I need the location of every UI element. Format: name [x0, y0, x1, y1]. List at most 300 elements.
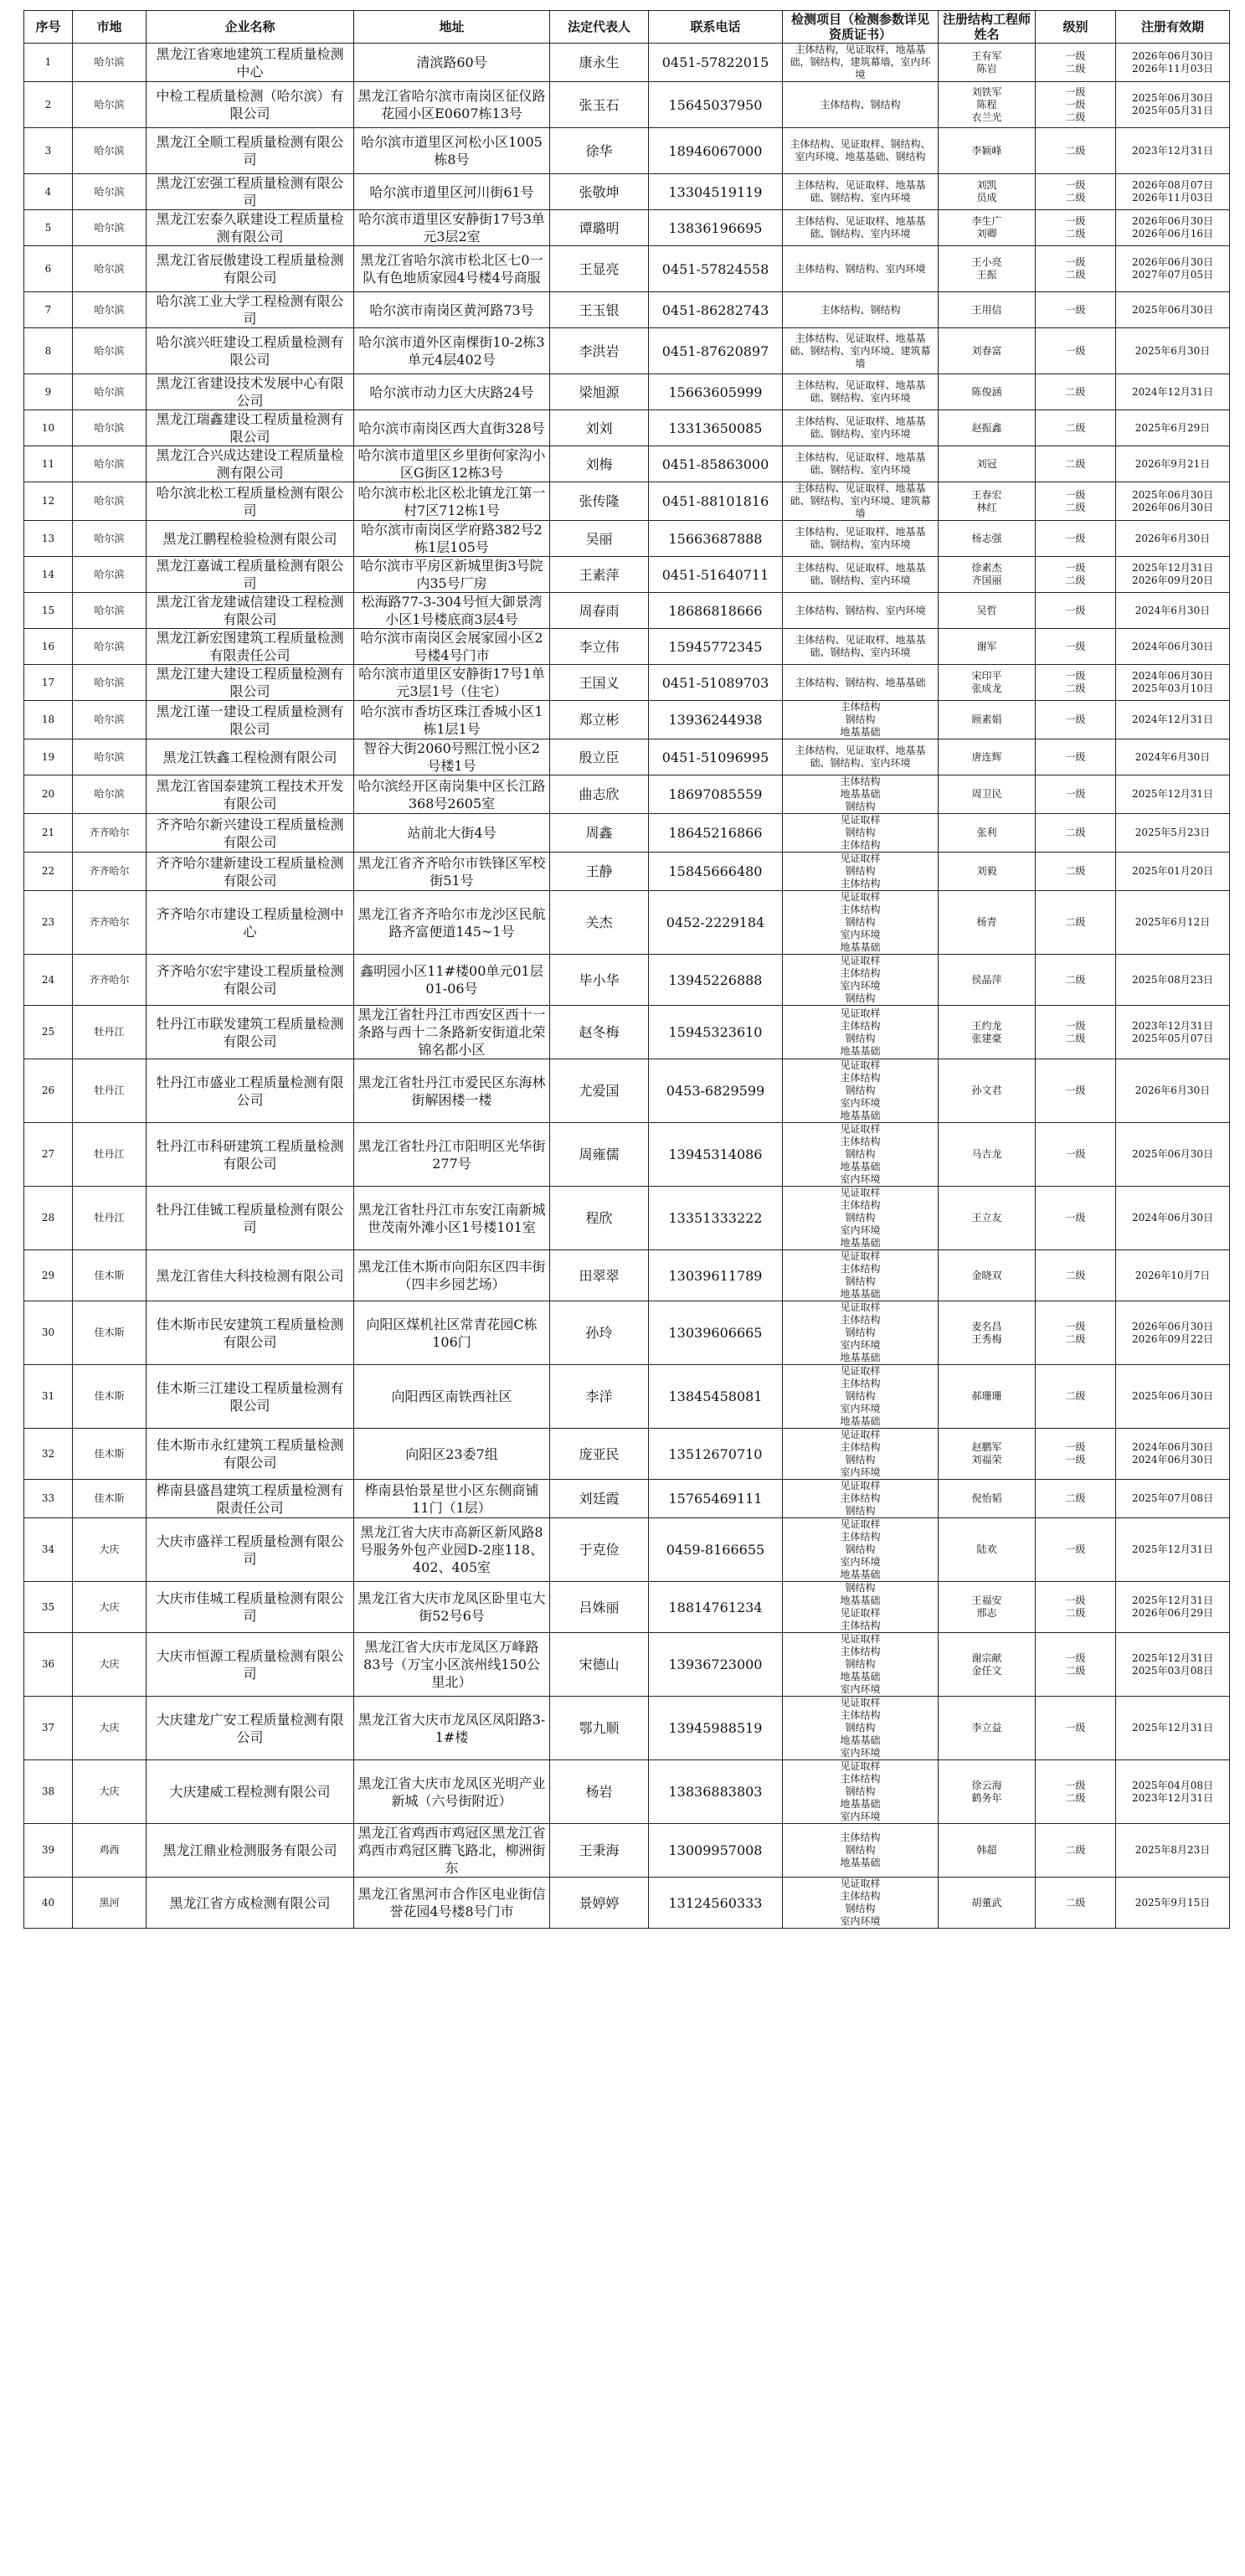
- row-expiry-line: 2025年6月29日: [1134, 421, 1211, 434]
- row-engineer-line: 孙文君: [971, 1084, 1002, 1096]
- row-index: 3: [24, 128, 73, 174]
- row-level-line: 二级: [1065, 144, 1086, 157]
- row-expiry: [1116, 1582, 1230, 1633]
- row-test-items-line: 主体结构、见证取样、钢结构、室内环境、地基基础、钢结构: [790, 138, 931, 162]
- row-engineer: [939, 1697, 1036, 1760]
- row-address: 黑龙江省大庆市龙凤区万峰路83号（万宝小区滨州线150公里北）: [354, 1633, 550, 1697]
- row-test-items-line: 主体结构: [840, 1531, 881, 1543]
- row-engineer: [939, 665, 1036, 701]
- row-city: 哈尔滨: [73, 701, 147, 739]
- row-index: 40: [24, 1878, 73, 1929]
- row-expiry-line: 2024年6月30日: [1134, 750, 1211, 763]
- row-legal-representative: 田翠翠: [550, 1250, 649, 1301]
- row-engineer: [939, 739, 1036, 775]
- row-engineer: [939, 853, 1036, 891]
- row-company: 黑龙江谨一建设工程质量检测有限公司: [147, 701, 354, 739]
- row-level-line: 二级: [1065, 501, 1086, 513]
- table-row: [24, 1480, 1230, 1518]
- row-expiry-line: 2025年5月23日: [1134, 827, 1211, 838]
- row-city: 哈尔滨: [73, 174, 147, 210]
- row-test-items-line: 钢结构: [845, 1275, 876, 1287]
- row-engineer: [939, 521, 1036, 557]
- row-company: 齐齐哈尔建新建设工程质量检测有限公司: [147, 853, 354, 891]
- row-index: 6: [24, 246, 73, 292]
- row-test-items-line: 地基基础: [840, 1595, 881, 1606]
- row-company: 大庆市盛祥工程质量检测有限公司: [147, 1518, 354, 1582]
- row-engineer-line: 侯晶萍: [971, 973, 1002, 986]
- table-row: [24, 593, 1230, 629]
- row-level-line: 一级: [1065, 604, 1086, 616]
- row-legal-representative: 张传隆: [550, 482, 649, 521]
- row-address: 哈尔滨市动力区大庆路24号: [354, 374, 550, 410]
- row-test-items-line: 室内环境: [840, 1224, 881, 1236]
- row-city: 哈尔滨: [73, 374, 147, 410]
- row-engineer-line: 刘冠: [976, 457, 997, 470]
- row-legal-representative: 王秉海: [550, 1824, 649, 1878]
- table-row: [24, 1878, 1230, 1929]
- row-company: 黑龙江省龙建诚信建设工程检测有限公司: [147, 593, 354, 629]
- row-level: [1036, 174, 1116, 210]
- row-engineer: [939, 1006, 1036, 1059]
- row-level: [1036, 246, 1116, 292]
- row-test-items: [783, 1760, 939, 1824]
- row-test-items-line: 钢结构: [845, 1658, 876, 1670]
- row-city: 大庆: [73, 1760, 147, 1824]
- row-engineer-line: 王小亮: [971, 256, 1002, 268]
- row-test-items: [783, 593, 939, 629]
- row-city: 大庆: [73, 1697, 147, 1760]
- row-level-line: 一级: [1065, 1779, 1086, 1791]
- row-level: [1036, 1878, 1116, 1929]
- row-test-items-line: 见证取样: [840, 1760, 881, 1772]
- row-phone: 0451-88101816: [649, 482, 783, 521]
- row-index: 29: [24, 1250, 73, 1301]
- row-engineer-line: 李立益: [971, 1722, 1002, 1734]
- row-test-items-line: 见证取样: [840, 1518, 881, 1530]
- row-test-items-line: 钢结构: [845, 865, 876, 877]
- row-test-items: [783, 446, 939, 482]
- row-index: 7: [24, 292, 73, 328]
- row-engineer-line: 顾素娟: [971, 714, 1002, 725]
- row-company: 桦南县盛昌建筑工程质量检测有限责任公司: [147, 1480, 354, 1518]
- row-expiry: [1116, 1429, 1230, 1480]
- row-level: [1036, 1518, 1116, 1582]
- row-level-line: 一级: [1065, 344, 1086, 357]
- row-test-items-line: 钢结构: [845, 801, 876, 812]
- row-test-items: [783, 1824, 939, 1878]
- row-phone: 13304519119: [649, 174, 783, 210]
- row-phone: 18697085559: [649, 775, 783, 814]
- row-legal-representative: 曲志欣: [550, 775, 649, 814]
- row-test-items-line: 室内环境: [840, 1173, 881, 1185]
- row-index: 21: [24, 814, 73, 853]
- row-phone: 15663605999: [649, 374, 783, 410]
- row-level: [1036, 1480, 1116, 1518]
- row-expiry-line: 2025年06月30日: [1131, 1148, 1214, 1160]
- row-test-items-line: 钢结构: [845, 916, 876, 928]
- row-engineer: [939, 593, 1036, 629]
- row-engineer-line: 谢宗献: [971, 1651, 1002, 1664]
- row-index: 14: [24, 557, 73, 593]
- row-level: [1036, 1633, 1116, 1697]
- row-expiry-line: 2025年6月30日: [1134, 344, 1211, 357]
- row-legal-representative: 刘刘: [550, 410, 649, 446]
- row-expiry: [1116, 1760, 1230, 1824]
- row-engineer: [939, 328, 1036, 374]
- row-legal-representative: 周雍儒: [550, 1123, 649, 1187]
- row-legal-representative: 于克俭: [550, 1518, 649, 1582]
- row-test-items-line: 地基基础: [840, 1671, 881, 1682]
- row-address: 黑龙江省鸡西市鸡冠区黑龙江省鸡西市鸡冠区腾飞路北，柳洲街东: [354, 1824, 550, 1878]
- row-test-items: [783, 246, 939, 292]
- row-engineer-line: 张建豪: [971, 1032, 1002, 1044]
- row-test-items-line: 主体结构、见证取样、地基基础、钢结构、室内环境: [795, 634, 926, 658]
- row-level: [1036, 82, 1116, 128]
- row-test-items-line: 钢结构: [845, 992, 876, 1004]
- row-level-line: 一级: [1065, 85, 1086, 98]
- row-phone: 0451-57824558: [649, 246, 783, 292]
- row-level: [1036, 955, 1116, 1006]
- row-level-line: 二级: [1065, 973, 1086, 986]
- row-test-items-line: 主体结构: [840, 1832, 881, 1843]
- row-engineer-line: 徐云海: [971, 1779, 1002, 1791]
- row-legal-representative: 李洪岩: [550, 328, 649, 374]
- row-engineer: [939, 955, 1036, 1006]
- row-engineer-line: 鹤务年: [971, 1791, 1002, 1804]
- row-expiry: [1116, 521, 1230, 557]
- row-level: [1036, 775, 1116, 814]
- row-expiry: [1116, 246, 1230, 292]
- row-level: [1036, 210, 1116, 246]
- row-legal-representative: 宋德山: [550, 1633, 649, 1697]
- row-expiry-line: 2025年12月31日: [1131, 1543, 1214, 1555]
- row-expiry-line: 2027年07月05日: [1131, 269, 1214, 281]
- row-test-items-line: 地基基础: [840, 941, 881, 953]
- row-address: 向阳西区南铁西社区: [354, 1365, 550, 1429]
- row-level-line: 二级: [1065, 1269, 1086, 1281]
- table-row: [24, 1123, 1230, 1187]
- row-city: 哈尔滨: [73, 246, 147, 292]
- row-legal-representative: 李立伟: [550, 629, 649, 665]
- row-city: 佳木斯: [73, 1301, 147, 1365]
- row-index: 26: [24, 1059, 73, 1123]
- row-engineer: [939, 1582, 1036, 1633]
- row-test-items-line: 地基基础: [840, 726, 881, 738]
- row-engineer: [939, 891, 1036, 955]
- header-engineer: 注册结构工程师姓名: [939, 11, 1036, 44]
- row-engineer-line: 刘福荣: [971, 1454, 1002, 1466]
- row-legal-representative: 周鑫: [550, 814, 649, 853]
- row-test-items: [783, 814, 939, 853]
- row-engineer-line: 李颖峰: [971, 144, 1002, 157]
- row-city: 齐齐哈尔: [73, 891, 147, 955]
- row-test-items-line: 主体结构: [840, 1314, 881, 1326]
- row-expiry: [1116, 410, 1230, 446]
- row-level-line: 一级: [1065, 670, 1086, 682]
- row-level-line: 二级: [1065, 421, 1086, 434]
- row-test-items-line: 主体结构: [840, 1709, 881, 1721]
- row-engineer-line: 赵振鑫: [971, 421, 1002, 434]
- row-level: [1036, 1429, 1116, 1480]
- row-test-items-line: 钢结构: [845, 1543, 876, 1555]
- row-test-items-line: 地基基础: [840, 1161, 881, 1172]
- row-expiry: [1116, 739, 1230, 775]
- row-index: 9: [24, 374, 73, 410]
- row-index: 24: [24, 955, 73, 1006]
- row-company: 大庆建威工程检测有限公司: [147, 1760, 354, 1824]
- row-expiry-line: 2025年6月12日: [1134, 916, 1211, 928]
- row-engineer-line: 吴哲: [976, 604, 997, 616]
- row-test-items-line: 主体结构、钢结构: [820, 98, 901, 111]
- row-legal-representative: 赵冬梅: [550, 1006, 649, 1059]
- row-level-line: 二级: [1065, 1332, 1086, 1345]
- row-test-items: [783, 374, 939, 410]
- row-test-items: [783, 629, 939, 665]
- row-expiry: [1116, 665, 1230, 701]
- row-expiry-line: 2025年8月23日: [1134, 1844, 1211, 1856]
- row-test-items-line: 主体结构，见证取样，地基基础，钢结构，建筑幕墙，室内环境: [790, 44, 931, 80]
- row-city: 牡丹江: [73, 1123, 147, 1187]
- row-test-items-line: 主体结构、见证取样、地基基础、钢结构、室内环境: [795, 526, 926, 550]
- row-legal-representative: 孙玲: [550, 1301, 649, 1365]
- row-expiry-line: 2026年6月30日: [1134, 1084, 1211, 1096]
- row-expiry-line: 2025年12月31日: [1131, 562, 1214, 574]
- row-phone: 0451-86282743: [649, 292, 783, 328]
- row-level-line: 二级: [1065, 192, 1086, 204]
- row-engineer: [939, 1123, 1036, 1187]
- row-index: 35: [24, 1582, 73, 1633]
- row-index: 8: [24, 328, 73, 374]
- row-company: 哈尔滨工业大学工程检测有限公司: [147, 292, 354, 328]
- row-test-items-line: 见证取样: [840, 853, 881, 864]
- row-engineer-line: 陈俊涵: [971, 385, 1002, 398]
- table-row: [24, 955, 1230, 1006]
- row-test-items-line: 见证取样: [840, 1607, 881, 1619]
- row-engineer-line: 衣兰光: [971, 111, 1002, 123]
- row-engineer: [939, 1301, 1036, 1365]
- row-engineer: [939, 44, 1036, 82]
- row-city: 牡丹江: [73, 1059, 147, 1123]
- row-test-items: [783, 1878, 939, 1929]
- row-company: 黑龙江鹏程检验检测有限公司: [147, 521, 354, 557]
- row-test-items-line: 钢结构: [845, 1390, 876, 1402]
- row-engineer: [939, 1480, 1036, 1518]
- row-legal-representative: 尤爱国: [550, 1059, 649, 1123]
- row-test-items-line: 主体结构: [840, 1773, 881, 1785]
- row-index: 36: [24, 1633, 73, 1697]
- row-engineer-line: 王有军: [971, 49, 1002, 62]
- row-index: 31: [24, 1365, 73, 1429]
- row-address: 智谷大街2060号熙江悦小区2号楼1号: [354, 739, 550, 775]
- row-company: 黑龙江省寒地建筑工程质量检测中心: [147, 44, 354, 82]
- table-row: [24, 1697, 1230, 1760]
- row-test-items-line: 室内环境: [840, 1403, 881, 1414]
- row-level-line: 一级: [1065, 303, 1086, 316]
- table-row: [24, 1006, 1230, 1059]
- row-level-line: 二级: [1065, 1390, 1086, 1402]
- row-level-line: 一级: [1065, 49, 1086, 62]
- row-address: 哈尔滨市道里区安静街17号1单元3层1号（住宅）: [354, 665, 550, 701]
- row-level: [1036, 1250, 1116, 1301]
- row-city: 齐齐哈尔: [73, 853, 147, 891]
- table-row: [24, 1582, 1230, 1633]
- row-level-line: 一级: [1065, 1454, 1086, 1466]
- row-level: [1036, 521, 1116, 557]
- row-level-line: 一级: [1065, 488, 1086, 501]
- row-engineer-line: 郝珊珊: [971, 1390, 1002, 1402]
- row-city: 大庆: [73, 1518, 147, 1582]
- row-address: 黑龙江省大庆市龙凤区凤阳路3-1#楼: [354, 1697, 550, 1760]
- row-legal-representative: 王静: [550, 853, 649, 891]
- row-expiry-line: 2025年06月30日: [1131, 1390, 1214, 1402]
- row-test-items-line: 见证取样: [840, 1059, 881, 1071]
- row-engineer: [939, 482, 1036, 521]
- table-row: [24, 665, 1230, 701]
- row-level: [1036, 1365, 1116, 1429]
- header-city: 市地: [73, 11, 147, 44]
- row-test-items: [783, 891, 939, 955]
- row-level-line: 二级: [1065, 827, 1086, 838]
- row-level-line: 一级: [1065, 1320, 1086, 1332]
- table-row: [24, 292, 1230, 328]
- row-test-items-line: 见证取样: [840, 1301, 881, 1313]
- row-address: 鑫明园小区11#楼00单元01层01-06号: [354, 955, 550, 1006]
- row-city: 齐齐哈尔: [73, 955, 147, 1006]
- row-engineer: [939, 446, 1036, 482]
- table-row: [24, 1760, 1230, 1824]
- row-address: 哈尔滨市南岗区学府路382号2栋1层105号: [354, 521, 550, 557]
- row-level-line: 二级: [1065, 1032, 1086, 1044]
- row-test-items: [783, 1187, 939, 1250]
- row-expiry: [1116, 1697, 1230, 1760]
- row-test-items: [783, 1006, 939, 1059]
- row-level: [1036, 128, 1116, 174]
- row-test-items-line: 主体结构: [840, 1072, 881, 1084]
- row-test-items-line: 主体结构: [840, 1136, 881, 1147]
- row-legal-representative: 王素萍: [550, 557, 649, 593]
- row-test-items-line: 主体结构、见证取样、地基基础、钢结构、室内环境: [795, 451, 926, 476]
- row-phone: 13039606665: [649, 1301, 783, 1365]
- row-test-items-line: 主体结构: [840, 1646, 881, 1657]
- row-index: 19: [24, 739, 73, 775]
- row-level-line: 一级: [1065, 1595, 1086, 1606]
- row-address: 哈尔滨市道里区河川街61号: [354, 174, 550, 210]
- row-level: [1036, 1123, 1116, 1187]
- row-test-items: [783, 1697, 939, 1760]
- row-expiry-line: 2024年06月30日: [1131, 1212, 1214, 1224]
- row-level: [1036, 1059, 1116, 1123]
- row-expiry: [1116, 446, 1230, 482]
- row-level-line: 一级: [1065, 1019, 1086, 1032]
- row-city: 哈尔滨: [73, 775, 147, 814]
- row-level-line: 一级: [1065, 532, 1086, 544]
- row-test-items: [783, 1301, 939, 1365]
- row-address: 黑龙江省大庆市龙凤区卧里屯大街52号6号: [354, 1582, 550, 1633]
- row-test-items-line: 室内环境: [840, 1747, 881, 1759]
- row-engineer-line: 杨青: [976, 916, 997, 928]
- row-index: 2: [24, 82, 73, 128]
- row-test-items-line: 主体结构、见证取样、地基基础、钢结构、室内环境: [795, 562, 926, 586]
- row-engineer: [939, 174, 1036, 210]
- row-expiry: [1116, 1301, 1230, 1365]
- row-city: 哈尔滨: [73, 521, 147, 557]
- table-row: [24, 629, 1230, 665]
- row-company: 大庆市恒源工程质量检测有限公司: [147, 1633, 354, 1697]
- header-test-items: 检测项目（检测参数详见资质证书）: [783, 11, 939, 44]
- row-legal-representative: 王国义: [550, 665, 649, 701]
- table-row: [24, 410, 1230, 446]
- row-company: 牡丹江佳铖工程质量检测有限公司: [147, 1187, 354, 1250]
- row-test-items-line: 主体结构: [840, 839, 881, 851]
- row-engineer-line: 李生广: [971, 215, 1002, 227]
- row-address: 哈尔滨市南岗区会展家园小区2号楼4号门市: [354, 629, 550, 665]
- row-index: 12: [24, 482, 73, 521]
- row-expiry-line: 2023年12月31日: [1131, 1019, 1214, 1032]
- row-test-items-line: 主体结构、见证取样、地基基础、钢结构、室内环境: [795, 379, 926, 404]
- row-legal-representative: 关杰: [550, 891, 649, 955]
- row-engineer: [939, 1878, 1036, 1929]
- row-test-items-line: 见证取样: [840, 1633, 881, 1645]
- row-test-items-line: 室内环境: [840, 1915, 881, 1927]
- row-level-line: 二级: [1065, 865, 1086, 877]
- row-test-items-line: 钢结构: [845, 1785, 876, 1797]
- row-test-items: [783, 1059, 939, 1123]
- row-company: 大庆建龙广安工程质量检测有限公司: [147, 1697, 354, 1760]
- row-level: [1036, 593, 1116, 629]
- row-city: 大庆: [73, 1582, 147, 1633]
- row-test-items-line: 室内环境: [840, 980, 881, 992]
- row-engineer-line: 宋印平: [971, 670, 1002, 682]
- row-index: 37: [24, 1697, 73, 1760]
- row-address: 桦南县怡景星世小区东侧商铺11门（1层）: [354, 1480, 550, 1518]
- row-expiry-line: 2026年09月20日: [1131, 574, 1214, 586]
- row-test-items-line: 主体结构: [840, 1378, 881, 1389]
- table-row: [24, 128, 1230, 174]
- row-test-items-line: 钢结构: [845, 1032, 876, 1044]
- row-expiry: [1116, 1250, 1230, 1301]
- row-test-items: [783, 521, 939, 557]
- row-expiry: [1116, 629, 1230, 665]
- row-test-items: [783, 1518, 939, 1582]
- row-expiry-line: 2024年06月30日: [1131, 640, 1214, 652]
- row-test-items-line: 主体结构: [840, 775, 881, 787]
- row-city: 哈尔滨: [73, 739, 147, 775]
- row-company: 黑龙江嘉诚工程质量检测有限公司: [147, 557, 354, 593]
- row-level: [1036, 629, 1116, 665]
- row-engineer-line: 马吉龙: [971, 1148, 1002, 1160]
- row-legal-representative: 景婷婷: [550, 1878, 649, 1929]
- row-test-items-line: 钢结构: [845, 1084, 876, 1096]
- row-city: 哈尔滨: [73, 482, 147, 521]
- row-expiry: [1116, 853, 1230, 891]
- row-expiry: [1116, 482, 1230, 521]
- row-level: [1036, 557, 1116, 593]
- row-phone: 13124560333: [649, 1878, 783, 1929]
- row-level: [1036, 44, 1116, 82]
- row-city: 牡丹江: [73, 1187, 147, 1250]
- table-row: [24, 1187, 1230, 1250]
- row-test-items-line: 地基基础: [840, 1288, 881, 1300]
- row-address: 黑龙江省牡丹江市东安江南新城世茂南外滩小区1号楼101室: [354, 1187, 550, 1250]
- row-test-items-line: 主体结构: [840, 1263, 881, 1275]
- row-address: 哈尔滨经开区南岗集中区长江路368号2605室: [354, 775, 550, 814]
- row-index: 4: [24, 174, 73, 210]
- row-test-items-line: 室内环境: [840, 929, 881, 940]
- row-expiry-line: 2025年08月23日: [1131, 973, 1214, 986]
- row-address: 黑龙江省齐齐哈尔市铁锋区军校街51号: [354, 853, 550, 891]
- row-test-items-line: 钢结构: [845, 1582, 876, 1594]
- row-level-line: 一级: [1065, 1543, 1086, 1555]
